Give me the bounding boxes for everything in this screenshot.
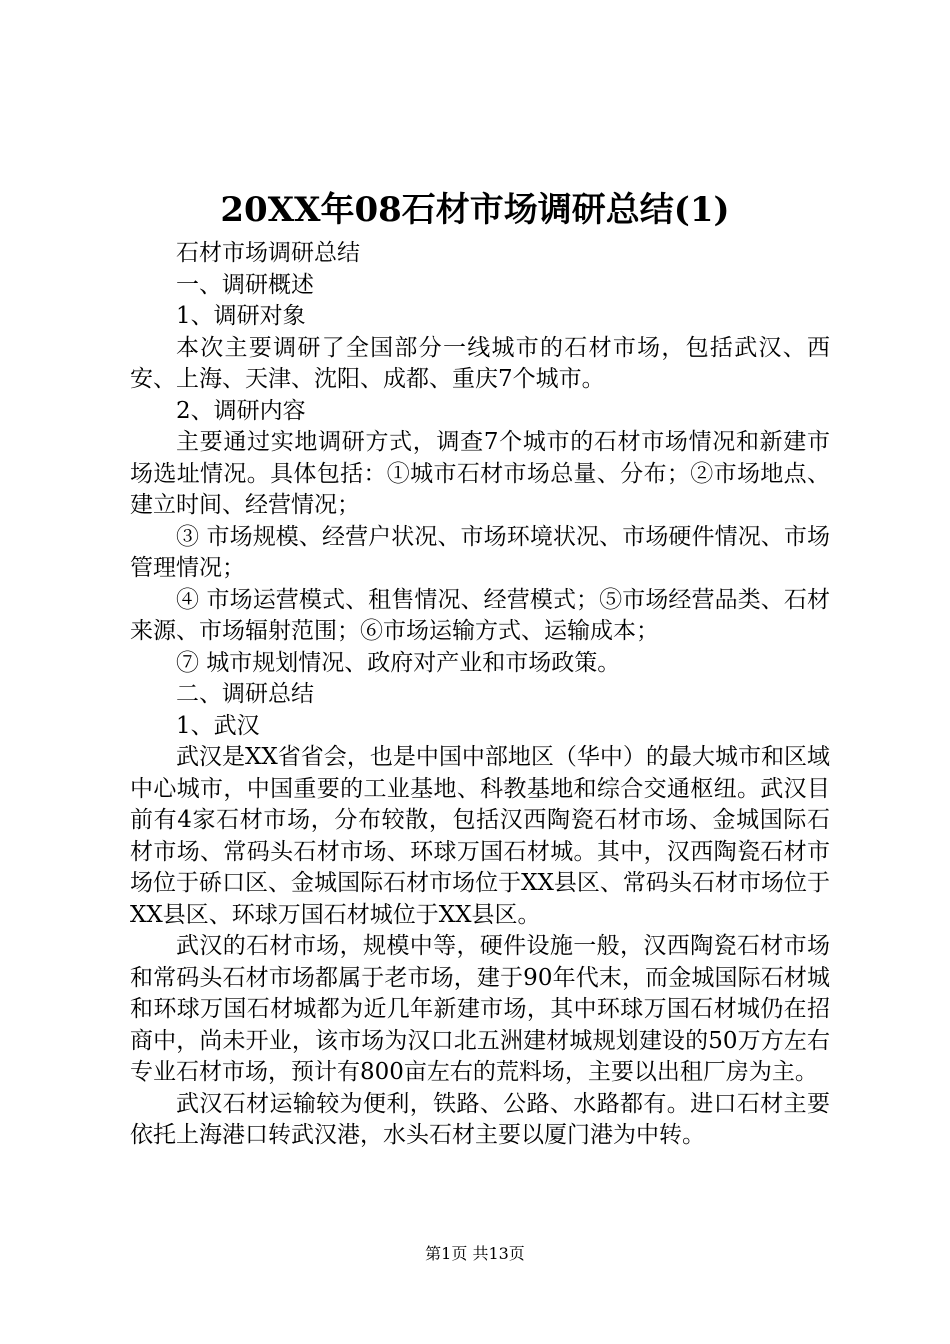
paragraph-item-3: ③ 市场规模、经营户状况、市场环境状况、市场硬件情况、市场管理情况； <box>130 523 830 581</box>
paragraph-wuhan-overview: 武汉是XX省省会，也是中国中部地区（华中）的最大城市和区域中心城市，中国重要的工业基地、科教基地和综合交通枢纽。武汉目前有4家石材市场，分布较散，包括汉西陶瓷石材市场、金城国际石材市场、常码头石材市场、环球万国石材城。其中，汉西陶瓷石材市场位于硚口区、金城国际石材市场位于XX县区、常码头石材市场位于XX县区、环球万国石材城位于XX县区。 <box>130 744 830 928</box>
paragraph-content: 主要通过实地调研方式，调查7个城市的石材市场情况和新建市场选址情况。具体包括：①城市石材市场总量、分布；②市场地点、建立时间、经营情况； <box>130 429 830 518</box>
document-title: 20XX年08石材市场调研总结(1) <box>220 190 730 230</box>
document-body <box>130 238 830 1152</box>
paragraph-item-7: ⑦ 城市规划情况、政府对产业和市场政策。 <box>176 649 621 676</box>
paragraph-wuhan-markets: 武汉的石材市场，规模中等，硬件设施一般，汉西陶瓷石材市场和常码头石材市场都属于老市场，建于90年代末，而金城国际石材城和环球万国石材城都为近几年新建市场，其中环球万国石材城仍在招商中，尚未开业，该市场为汉口北五洲建材城规划建设的50万方左右专业石材市场，预计有800亩左右的荒料场，主要以出租厂房为主。 <box>130 933 830 1085</box>
page-footer: 第1页 共13页 <box>425 1244 525 1263</box>
paragraph-heading-overview: 一、调研概述 <box>176 271 314 298</box>
paragraph-wuhan-transport: 武汉石材运输较为便利，铁路、公路、水路都有。进口石材主要依托上海港口转武汉港，水头石材主要以厦门港为中转。 <box>130 1090 830 1148</box>
paragraph-subtitle: 石材市场调研总结 <box>176 240 360 266</box>
paragraph-item-4: ④ 市场运营模式、租售情况、经营模式；⑤市场经营品类、石材来源、市场辐射范围；⑥市场运输方式、运输成本； <box>130 586 830 644</box>
paragraph-heading-summary: 二、调研总结 <box>176 681 314 707</box>
paragraph-objects: 本次主要调研了全国部分一线城市的石材市场，包括武汉、西安、上海、天津、沈阳、成都、重庆7个城市。 <box>130 334 830 392</box>
paragraph-heading-objects: 1、调研对象 <box>176 303 306 329</box>
paragraph-heading-wuhan: 1、武汉 <box>176 712 260 739</box>
paragraph-heading-content: 2、调研内容 <box>176 397 306 424</box>
